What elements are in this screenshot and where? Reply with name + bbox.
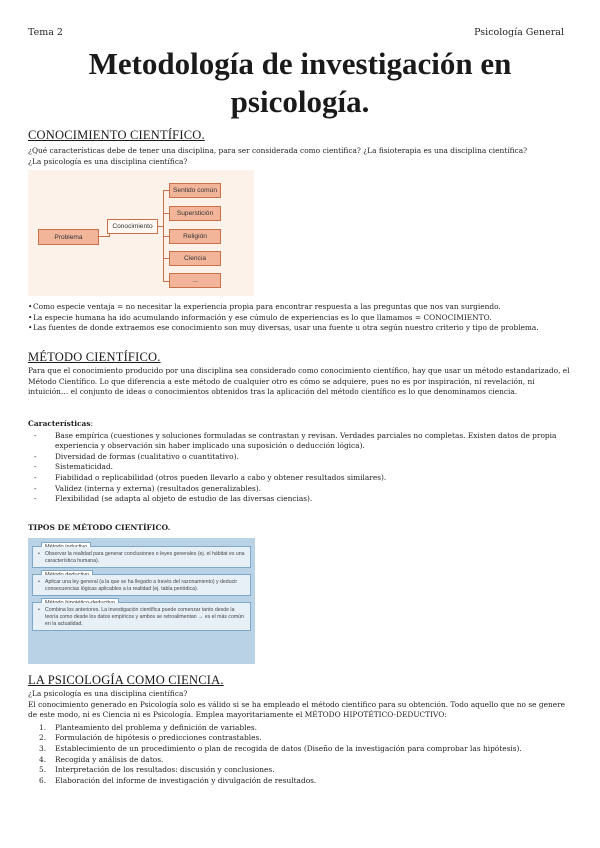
diagram-node-ciencia: Ciencia — [169, 251, 221, 266]
list-item: - Diversidad de formas (cualitativo o cuantitativo). — [28, 452, 573, 463]
section-heading-conocimiento: CONOCIMIENTO CIENTÍFICO. — [28, 128, 205, 142]
list-item: 1. Planteamiento del problema y definición de variables. — [39, 722, 257, 732]
list-item: 5. Interpretación de los resultados: discusión y conclusiones. — [39, 765, 275, 775]
question-line: ¿La psicología es una disciplina científica? — [28, 689, 188, 698]
list-item: 6. Elaboración del informe de investigación y divulgación de resultados. — [39, 775, 317, 785]
method-description: • Combina los anteriores. La investigación científica puede comenzar tanto desde la teoría como desde los datos empíricos y ambos se retroalimentan → es el más común en la actualidad. — [33, 603, 250, 630]
list-item: 2. Formulación de hipótesis o predicciones contrastables. — [39, 733, 262, 743]
connector-line — [99, 236, 109, 237]
diagram-node-sentido-comun: Sentido común — [169, 183, 221, 198]
section-heading-metodo: MÉTODO CIENTÍFICO. — [28, 350, 161, 364]
question-line: ¿Qué características debe de tener una disciplina, para ser considerada como científica? ¿La fisioterapia es una disciplina científica? — [28, 146, 528, 155]
list-item: - Fiabilidad o replicabilidad (otros pueden llevarlo a cabo y obtener resultados similares). — [28, 473, 573, 484]
list-item: 4. Recogida y análisis de datos. — [39, 754, 164, 764]
method-paragraph: Para que el conocimiento producido por una disciplina sea considerado como conocimiento científico, hay que usar un método estandarizado, el Método Científico. Lo que diferencia a este método de cualquier otro es cómo se adquiere, pues no es por inspiración, ni revelación, ni intuición… el conjunto de ideas o conocimientos obtenidos tras la aplicación del método científico es lo que denominamos ciencia. — [28, 366, 570, 397]
diagram-node-conocimiento: Conocimiento — [107, 219, 158, 234]
header-topic: Tema 2 — [28, 27, 63, 38]
question-line: ¿La psicología es una disciplina científica? — [28, 156, 188, 166]
list-item: - Flexibilidad (se adapta al objeto de estudio de las diversas ciencias). — [28, 494, 573, 505]
knowledge-diagram — [28, 170, 254, 296]
diagram-node-religion: Religión — [169, 229, 221, 244]
characteristics-block — [28, 419, 573, 505]
list-item: • La especie humana ha ido acumulando información y ese cúmulo de experiencias es lo que llamamos = CONOCIMIENTO. — [28, 313, 573, 324]
diagram-node-ellipsis: ... — [169, 273, 221, 288]
psychology-block — [28, 689, 573, 786]
section-heading-psicologia: LA PSICOLOGÍA COMO CIENCIA. — [28, 673, 224, 687]
list-item: - Sistematicidad. — [28, 462, 573, 473]
list-item: 3. Establecimiento de un procedimiento o plan de recogida de datos (Diseño de la investigación para comprobar las hipótesis). — [39, 743, 522, 753]
method-description: • Observar la realidad para generar conclusiones o leyes generales (ej. el hábitat es una característica humana). — [33, 547, 250, 567]
list-item: - Base empírica (cuestiones y soluciones formuladas se contrastan y revisan. Verdades parciales no completas. Existen datos de propia experiencia y observación sin haber implicado una suposición o deducción lógica). — [28, 431, 573, 452]
section-intro-questions — [28, 146, 573, 167]
diagram-node-problema: Problema — [38, 229, 99, 245]
header-subject: Psicología General — [474, 27, 564, 38]
list-item: • Las fuentes de donde extraemos ese conocimiento son muy diversas, usar una fuente u otra según nuestro criterio y tipo de problema. — [28, 323, 573, 334]
page-title — [0, 45, 600, 121]
knowledge-bullets — [28, 302, 573, 334]
characteristics-label: Características: — [28, 419, 94, 428]
method-deductivo — [32, 574, 251, 596]
method-description: • Aplicar una ley general (a la que se ha llegado a través del razonamiento) y deducir consecuencias lógicas aplicables a la realidad (ej. tabla periódica). — [33, 575, 250, 595]
list-item: • Como especie ventaja = no necesitar la experiencia propia para encontrar respuesta a las preguntas que nos van surgiendo. — [28, 302, 573, 313]
list-item: - Validez (interna y externa) (resultados generalizables). — [28, 484, 573, 495]
page-title-line-2: psicología. — [230, 84, 370, 119]
method-types-graphic — [28, 538, 255, 664]
page-title-line-1: Metodología de investigación en — [88, 46, 512, 81]
psychology-paragraph: El conocimiento generado en Psicología solo es válido si se ha empleado el método científico para su obtención. Todo aquello que no se genere de este modo, ni es Ciencia ni es Psicología. Emplea mayoritariamente el MÉTODO HIPOTÉTICO-DEDUCTIVO: — [28, 699, 565, 720]
diagram-node-supersticion: Superstición — [169, 206, 221, 221]
method-inductivo — [32, 546, 251, 568]
method-types-heading: TIPOS DE MÉTODO CIENTÍFICO. — [28, 523, 171, 532]
method-hipotetico-deductivo — [32, 602, 251, 631]
